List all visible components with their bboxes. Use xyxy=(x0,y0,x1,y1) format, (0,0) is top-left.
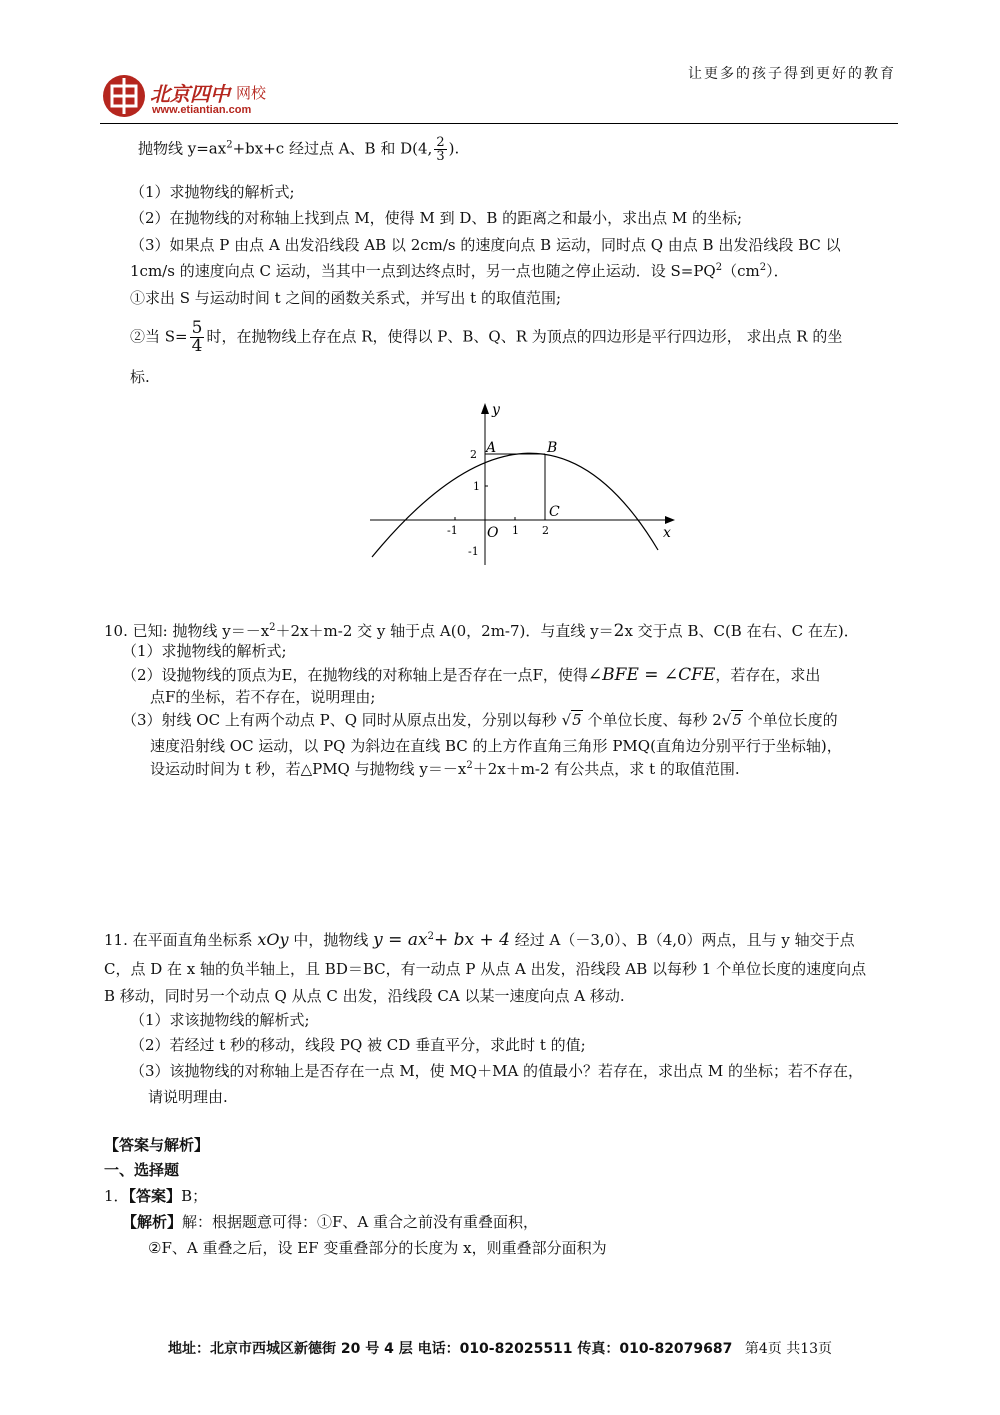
logo-url: www.etiantian.com xyxy=(152,104,252,116)
logo-name: 北京四中 xyxy=(150,82,230,106)
answer-1-explanation-cont: ②F、A 重叠之后，设 EF 变重叠部分的长度为 x，则重叠部分面积为 xyxy=(148,1239,607,1257)
slogan: 让更多的孩子得到更好的教育 xyxy=(688,66,896,82)
q9-sub1: ①求出 S 与运动时间 t 之间的函数关系式，并写出 t 的取值范围; xyxy=(130,289,561,307)
q10-part1: （1）求抛物线的解析式; xyxy=(122,642,287,660)
parabola-figure xyxy=(360,400,680,570)
footer xyxy=(0,1338,1000,1358)
q9-sub2-end: 标. xyxy=(130,368,150,386)
q11-part2: （2）若经过 t 秒的移动，线段 PQ 被 CD 垂直平分，求此时 t 的值; xyxy=(130,1036,586,1054)
point-a-label: A xyxy=(486,440,497,456)
tick-x-neg1: -1 xyxy=(447,524,458,537)
answers-section: 一、选择题 xyxy=(104,1161,180,1179)
tick-x-1: 1 xyxy=(512,524,519,537)
q9-part3a: （3）如果点 P 由点 A 出发沿线段 AB 以 2cm/s 的速度向点 B 运动，同时点 Q 由点 B 出发沿线段 BC 以 xyxy=(130,236,841,254)
answer-1-explanation: 【解析】解：根据题意可得：①F、A 重合之前没有重叠面积， xyxy=(122,1213,539,1231)
q9-part1: （1）求抛物线的解析式; xyxy=(130,183,295,201)
x-axis-label: x xyxy=(663,525,671,541)
q9-sub2: ②当 S= $\frac{5}{4}$ 时，在抛物线上存在点 R，使得以 P、B、Q、R 为顶点的四边形是平行四边形， 求出点 R 的坐 xyxy=(130,318,843,356)
logo xyxy=(100,72,290,122)
origin-label: O xyxy=(487,525,499,541)
header-divider xyxy=(100,123,898,124)
tick-x-2: 2 xyxy=(542,524,549,537)
q10-line1: 10. 已知: 抛物线 $y=-x^2+2x+m-2$ 交 y 轴于点 A(0，2m-7)．与直线 y＝2x 交于点 B、C(B 在右、C 在左)． xyxy=(104,621,859,641)
q9-intro: 抛物线 $y=ax^2+bx+c$ 经过点 A、B 和 D(4, $\frac{2}{3}$ ). xyxy=(138,135,460,164)
q9-part3b: 1cm/s 的速度向点 C 运动，当其中一点到达终点时，另一点也随之停止运动．设 $S=PQ^2(cm^2)$． xyxy=(130,262,789,280)
q11-part3: （3）该抛物线的对称轴上是否存在一点 M，使 MQ＋MA 的值最小？若存在，求出点 M 的坐标；若不存在， xyxy=(130,1062,863,1080)
q11-line1: 11. 在平面直角坐标系 xOy 中，抛物线 $y = ax^2+$ bx + 4 经过 A（－3,0）、B（4,0）两点，且与 y 轴交于点 xyxy=(104,930,855,950)
parabola-curve xyxy=(372,453,658,557)
q11-line2: C，点 D 在 x 轴的负半轴上，且 BD＝BC，有一动点 P 从点 A 出发，沿线段 AB 以每秒 1 个单位长度的速度向点 xyxy=(104,960,867,978)
q10-part2-cont: 点F的坐标，若不存在，说明理由; xyxy=(150,688,376,706)
tick-y-neg1: -1 xyxy=(468,545,479,558)
q9-part2: （2）在抛物线的对称轴上找到点 M，使得 M 到 D、B 的距离之和最小，求出点 M 的坐标; xyxy=(130,209,743,227)
y-axis-label: y xyxy=(492,402,500,418)
tick-y-2: 2 xyxy=(470,448,477,461)
answers-heading: 【答案与解析】 xyxy=(104,1136,210,1154)
x-axis-arrow xyxy=(665,516,675,524)
point-c-label: C xyxy=(549,504,560,520)
logo-sub: 网校 xyxy=(236,84,267,102)
q11-part1: （1）求该抛物线的解析式; xyxy=(130,1011,310,1029)
point-b-label: B xyxy=(547,440,558,456)
q10-part3: （3）射线 OC 上有两个动点 P、Q 同时从原点出发，分别以每秒 √5 个单位长度、每秒 2√5 个单位长度的 xyxy=(122,711,838,729)
q10-part2: （2）设抛物线的顶点为E，在抛物线的对称轴上是否存在一点F，使得∠BFE = ∠CFE，若存在，求出 xyxy=(122,665,821,685)
sqrt-five: √5 xyxy=(561,711,582,729)
answer-1: 1．【答案】B； xyxy=(104,1187,208,1205)
q10-part3-cont1: 速度沿射线 OC 运动，以 PQ 为斜边在直线 BC 的上方作直角三角形 PMQ(直角边分别平行于坐标轴)， xyxy=(150,737,842,755)
sqrt-five-2: √5 xyxy=(721,711,742,729)
q10-part3-cont2: 设运动时间为 t 秒，若△PMQ 与抛物线 $y=-x^2+2x+m-2$ 有公共点，求 t 的取值范围. xyxy=(150,760,740,778)
footer-address: 地址：北京市西城区新德街 20 号 4 层 电话：010-82025511 传真：010-82079687 xyxy=(167,1341,733,1357)
q11-part3-cont: 请说明理由. xyxy=(148,1088,228,1106)
footer-page: 第4页 共13页 xyxy=(744,1341,833,1357)
tick-y-1: 1 xyxy=(473,480,480,493)
q11-line3: B 移动，同时另一个动点 Q 从点 C 出发，沿线段 CA 以某一速度向点 A 移动. xyxy=(104,987,625,1005)
y-axis-arrow xyxy=(481,403,489,414)
